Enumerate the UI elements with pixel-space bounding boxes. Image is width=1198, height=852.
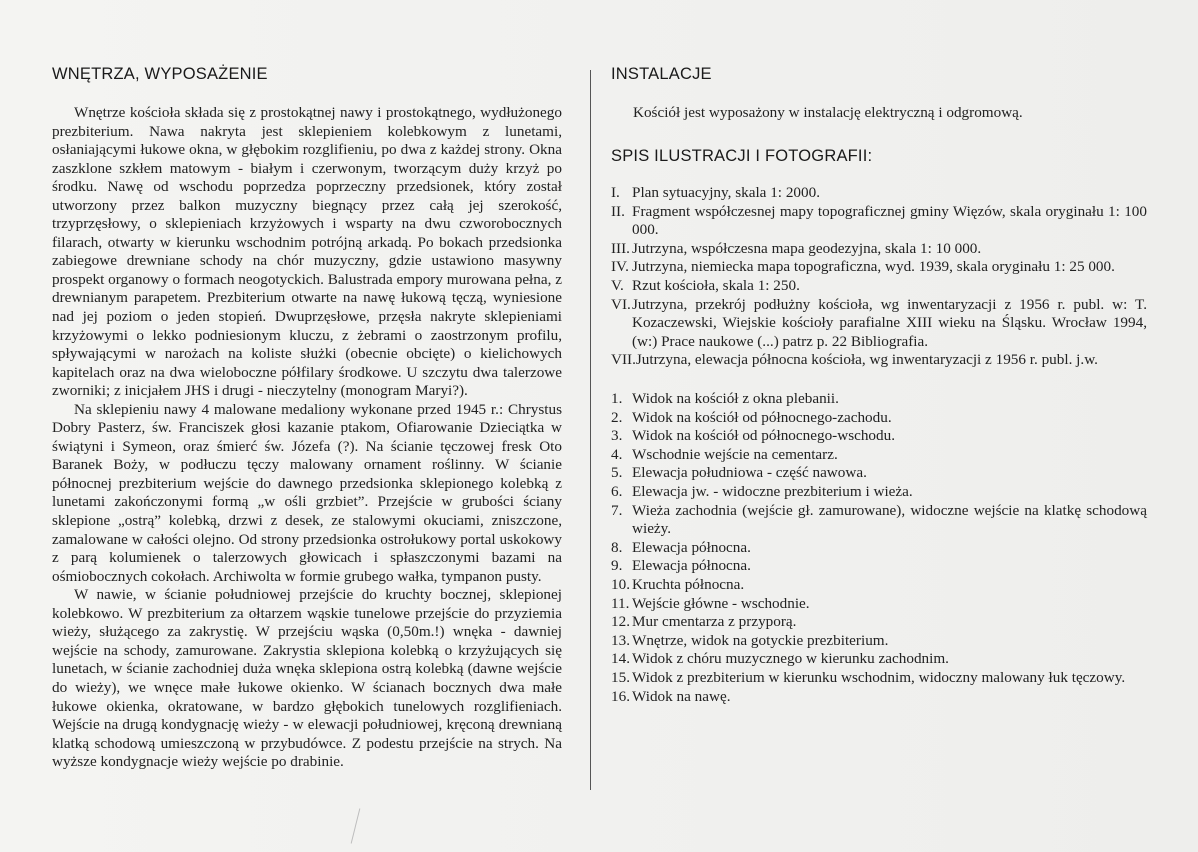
photo-item-number: 13.: [611, 631, 630, 649]
photo-item-number: 11.: [611, 594, 630, 612]
photos-list-container: [611, 390, 1147, 706]
photo-item-number: 16.: [611, 687, 630, 705]
column-divider: [590, 70, 591, 790]
illustration-item: [611, 184, 1147, 203]
photo-item: [611, 464, 1147, 483]
photo-item-text: Widok na kościół od północnego-zachodu.: [632, 408, 892, 426]
illustration-item-text: Fragment współczesnej mapy topograficznej gminy Więzów, skala oryginału 1: 100 000.: [632, 202, 1147, 239]
installations-text: Kościół jest wyposażony w instalację elektryczną i odgromową.: [633, 104, 1023, 121]
photo-item-number: 3.: [611, 427, 623, 445]
photo-item: [611, 409, 1147, 428]
photo-item: [611, 613, 1147, 632]
photo-item-number: 14.: [611, 650, 630, 668]
interiors-paragraph-3: W nawie, w ścianie południowej przejście do kruchty bocznej, sklepionej kolebkowo. W prezbiterium za ołtarzem wąskie tunelowe przejście do przyziemia wieży, służącego za zakrystię. W przejściu wąska (0,50m.!) wnęka - dawniej wejście na schody, zamurowane. Zakrystia sklepiona kolebką o krzyżujących się lunetach, w ścianie zachodniej duża wnęka sklepiona ostrą kolebką (dawne wejście do wieży), we wnęce małe łukowe okienko. W ścianach bocznych dwa małe łukowe okienka, okratowane, w bardzo głębokich tunelowych rozglifieniach. Wejście na drugą kondygnację wieży - w elewacji południowej, kręconą drewnianą klatką schodową umieszczoną w przybudówce. Z podestu przejście na strych. Na wyższe kondygnacje wieży wejście po drabinie.: [52, 586, 562, 771]
illustration-item-text: Jutrzyna, przekrój podłużny kościoła, wg inwentaryzacji z 1956 r. publ. w: T. Kozaczewski, Wiejskie kościoły parafialne XIII wieku na Śląsku. Wrocław 1994, (w:) Prace naukowe (...) patrz p. 22 Bibliografia.: [632, 295, 1147, 350]
illustration-item-number: I.: [611, 184, 620, 201]
illustration-item-number: VII.: [611, 351, 636, 369]
photo-item-number: 8.: [611, 538, 623, 556]
interiors-column: [52, 104, 562, 772]
photos-list: [611, 390, 1147, 706]
illustration-item-number: V.: [611, 276, 624, 294]
photo-item: [611, 502, 1147, 539]
illustration-item-number: II.: [611, 202, 625, 220]
illustration-item-text: Jutrzyna, niemiecka mapa topograficzna, wyd. 1939, skala oryginału 1: 25 000.: [632, 258, 1115, 276]
illustration-item-number: IV.: [611, 258, 629, 276]
section-heading-interiors: WNĘTRZA, WYPOSAŻENIE: [52, 65, 268, 83]
illustrations-list-container: [611, 184, 1147, 370]
photo-item-text: Wschodnie wejście na cementarz.: [632, 445, 838, 463]
illustrations-list: [611, 184, 1147, 370]
section-heading-installations: INSTALACJE: [611, 65, 712, 83]
photo-item-text: Elewacja północna.: [632, 538, 751, 556]
photo-item-text: Widok na nawę.: [632, 687, 731, 705]
photo-item: [611, 650, 1147, 669]
illustration-item: [611, 203, 1147, 240]
illustration-item-text: Rzut kościoła, skala 1: 250.: [632, 276, 800, 294]
photo-item-number: 10.: [611, 575, 630, 593]
photo-item-number: 1.: [611, 390, 623, 407]
interiors-paragraph-1: Wnętrze kościoła składa się z prostokątnej nawy i prostokątnego, wydłużonego prezbiterium. Nawa nakryta jest sklepieniem kolebkowym z lunetami, osłaniającymi łukowe okna, w głębokim rozglifieniu, po dwa z każdej strony. Okna zaszklone szkłem matowym - białym i czerwonym, tworzącym duży krzyż po środku. Nawę od wschodu poprzedza poprzeczny przedsionek, który został utworzony przez balkon muzyczny biegnący przez całą jej szerokość, trzyprzęsłowy, o sklepieniach krzyżowych i wsparty na dwu czworobocznych filarach, otwarty w kierunku wschodnim potrójną arkadą. Po bokach przedsionka zabiegowe drewniane schody na chór muzyczny, gdzie ustawiono masywny prospekt organowy o formach neogotyckich. Balustrada empory murowana pełna, z drewnianym parapetem. Prezbiterium otwarte na nawę łukową tęczą, wyniesione nad jej poziom o jeden stopień. Dwuprzęsłowe, przęsła nakryte sklepieniami krzyżowymi o lekko podniesionym kluczu, z żebrami o zaostrzonym profilu, spływającymi w narożach na koliste służki (obecnie obcięte) o kielichowych kapitelach oraz na dwa wieloboczne półfilary środkowe. U szczytu dwa talerzowe zworniki; z inicjałem JHS i drugi - nieczytelny (monogram Maryi?).: [52, 104, 562, 400]
scan-scratch: [351, 808, 361, 843]
photo-item: [611, 688, 1147, 707]
photo-item: [611, 595, 1147, 614]
illustration-item-number: III.: [611, 239, 630, 257]
illustration-item-text: Jutrzyna, elewacja północna kościoła, wg inwentaryzacji z 1956 r. publ. j.w.: [635, 351, 1098, 369]
photo-item: [611, 427, 1147, 446]
photo-item-number: 4.: [611, 445, 623, 463]
photo-item-text: Widok na kościół od północnego-wschodu.: [632, 427, 896, 445]
photo-item: [611, 632, 1147, 651]
photo-item: [611, 446, 1147, 465]
photo-item-text: Widok na kościół z okna plebanii.: [632, 390, 839, 407]
interiors-paragraph-2: Na sklepieniu nawy 4 malowane medaliony wykonane przed 1945 r.: Chrystus Dobry Pasterz, św. Franciszek głosi kazanie ptakom, Ofiarowanie Dzieciątka w świątyni i Symeon, oraz śmierć św. Józefa (?). Na ścianie tęczowej fresk Oto Baranek Boży, w podłuczu tęczy malowany ornament roślinny. W ścianie północnej prezbiterium wejście do dawnego przedsionka sklepionego kolebką z lunetami zakończonymi formą „w ośli grzbiet”. Przejście w grubości ściany sklepione „ostrą” kolebką, drzwi z desek, ze stalowymi okuciami, zniszczone, zamalowane w całości olejno. Od strony przedsionka ostrołukowy portal uskokowy z parą kolumienek o talerzowych głowicach i spłaszczonymi bazami na ośmiobocznych cokołach. Archiwolta w formie grubego wałka, tympanon pusty.: [52, 400, 562, 585]
illustration-item: [611, 296, 1147, 352]
photo-item-number: 12.: [611, 613, 630, 631]
installations-block: [611, 104, 1151, 123]
photo-item-text: Kruchta północna.: [632, 575, 745, 593]
photo-item: [611, 539, 1147, 558]
illustration-item: [611, 351, 1147, 370]
photo-item: [611, 483, 1147, 502]
illustration-item: [611, 258, 1147, 277]
section-heading-illustrations: SPIS ILUSTRACJI I FOTOGRAFII:: [611, 147, 873, 165]
photo-item-text: Mur cmentarza z przyporą.: [632, 613, 797, 631]
illustration-item: [611, 240, 1147, 259]
photo-item-number: 5.: [611, 464, 623, 482]
illustration-item-text: Plan sytuacyjny, skala 1: 2000.: [632, 184, 820, 201]
photo-item-text: Elewacja północna.: [632, 557, 751, 575]
photo-item-number: 15.: [611, 668, 630, 686]
photo-item-number: 7.: [611, 501, 623, 519]
photo-item: [611, 576, 1147, 595]
photo-item: [611, 557, 1147, 576]
photo-item-number: 2.: [611, 408, 623, 426]
photo-item-text: Widok z prezbiterium w kierunku wschodnim, widoczny malowany łuk tęczowy.: [632, 668, 1126, 686]
photo-item-text: Elewacja jw. - widoczne prezbiterium i wieża.: [632, 482, 913, 500]
illustration-item: [611, 277, 1147, 296]
photo-item: [611, 390, 1147, 409]
photo-item-number: 9.: [611, 557, 623, 575]
photo-item-text: Widok z chóru muzycznego w kierunku zachodnim.: [632, 650, 949, 668]
illustration-item-number: VI.: [611, 295, 631, 313]
illustration-item-text: Jutrzyna, współczesna mapa geodezyjna, skala 1: 10 000.: [632, 239, 982, 257]
photo-item-number: 6.: [611, 482, 623, 500]
photo-item: [611, 669, 1147, 688]
photo-item-text: Wieża zachodnia (wejście gł. zamurowane), widoczne wejście na klatkę schodową wieży.: [632, 501, 1147, 538]
photo-item-text: Elewacja południowa - część nawowa.: [632, 464, 867, 482]
photo-item-text: Wejście główne - wschodnie.: [632, 594, 810, 612]
photo-item-text: Wnętrze, widok na gotyckie prezbiterium.: [632, 631, 889, 649]
